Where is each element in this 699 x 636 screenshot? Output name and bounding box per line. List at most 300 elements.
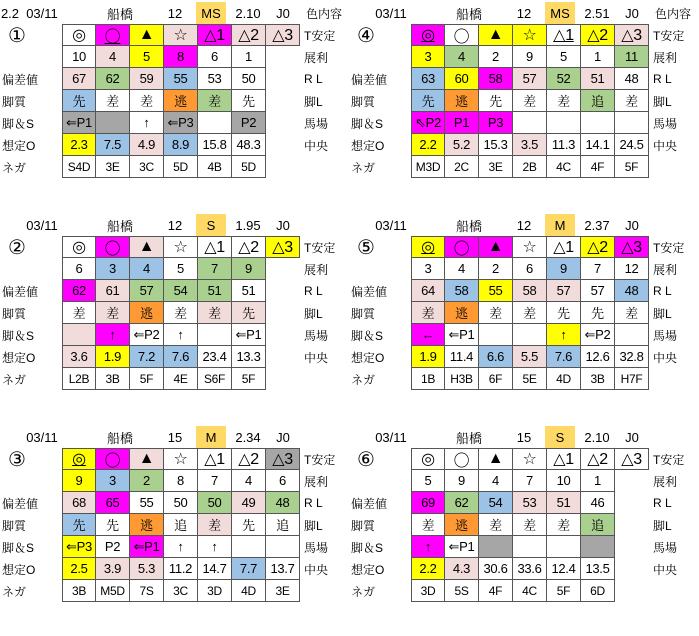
panel-header <box>349 2 689 24</box>
odds_est-cell: 3.9 <box>96 558 130 580</box>
odds_est-cell: 4.3 <box>445 558 479 580</box>
row-label-left: ネガ <box>351 372 376 387</box>
pos-cell: ↑ <box>198 536 232 558</box>
row-label-right: 展利 <box>653 50 678 65</box>
dev-cell: 51 <box>232 280 266 302</box>
style-cell: 差 <box>198 90 232 112</box>
header-extra-label: 色内容 <box>654 6 691 21</box>
dev-cell: 69 <box>411 492 445 514</box>
nega-cell: 5F <box>232 368 266 390</box>
jockey-code: J0 <box>625 217 639 233</box>
style-cell: 差 <box>96 90 130 112</box>
dev-cell: 63 <box>411 68 445 90</box>
odds-value: 2.34 <box>235 429 261 445</box>
mark-cell: △3 <box>615 448 649 470</box>
dev-cell: 57 <box>130 280 164 302</box>
dev-cell: 58 <box>445 280 479 302</box>
tenri-cell: 6 <box>62 258 96 280</box>
style-cell: 先 <box>232 302 266 324</box>
dev-cell: 48 <box>266 492 300 514</box>
tenri-cell: 5 <box>130 46 164 68</box>
tenri-cell: 3 <box>411 46 445 68</box>
panel-number: ⑥ <box>357 448 375 471</box>
marks-row <box>349 448 689 470</box>
odds-value: 2.10 <box>235 5 261 21</box>
mark-cell: 〇 <box>445 236 479 258</box>
row-label-right: 脚L <box>653 306 672 321</box>
race-panel <box>349 2 689 210</box>
mark-cell: 〇 <box>96 448 130 470</box>
nega-cell: 5E <box>513 368 547 390</box>
panel-header <box>0 426 340 448</box>
tenri-cell: 6 <box>198 46 232 68</box>
row-label-right: T安定 <box>653 240 685 255</box>
mark-cell: ▲ <box>479 24 513 46</box>
row-label-right: 中央 <box>304 350 329 365</box>
dev-cell: 49 <box>232 492 266 514</box>
panel-header <box>349 214 689 236</box>
odds_est-cell: 33.6 <box>513 558 547 580</box>
odds_est-cell: 13.3 <box>232 346 266 368</box>
row-label-left <box>349 46 411 68</box>
mark-cell: ▲ <box>130 236 164 258</box>
odds_est-cell: 7.6 <box>547 346 581 368</box>
venue-name: 船橋 <box>455 430 482 446</box>
row-label-right <box>651 368 699 390</box>
pos-cell <box>479 536 513 558</box>
race-number: 15 <box>516 429 532 445</box>
row-nega <box>0 156 340 178</box>
mark-cell: 〇 <box>445 24 479 46</box>
tenri-cell: 10 <box>62 46 96 68</box>
track-condition: MS <box>196 2 226 24</box>
mark-cell: ☆ <box>513 448 547 470</box>
nega-cell: 6D <box>581 580 615 602</box>
pos-cell: ↑ <box>130 112 164 134</box>
row-label-left: 偏差値 <box>2 284 39 299</box>
nega-cell: 3E <box>479 156 513 178</box>
row-pos <box>349 536 689 558</box>
pos-cell <box>198 324 232 346</box>
pos-cell: ⇐P3 <box>164 112 198 134</box>
style-cell: 差 <box>411 514 445 536</box>
mark-cell: △1 <box>547 448 581 470</box>
row-style <box>0 302 340 324</box>
dev-cell: 55 <box>479 280 513 302</box>
row-dev <box>349 68 689 90</box>
odds-value: 2.51 <box>584 5 610 21</box>
odds_est-cell: 1.9 <box>96 346 130 368</box>
mark-cell: ◎ <box>62 448 96 470</box>
tenri-cell: 6 <box>266 470 300 492</box>
odds_est-cell: 11.2 <box>164 558 198 580</box>
row-dev <box>0 492 340 514</box>
row-label-left: 脚質 <box>2 94 27 109</box>
style-cell: 先 <box>232 514 266 536</box>
style-cell: 差 <box>198 514 232 536</box>
mark-cell: △2 <box>581 236 615 258</box>
mark-cell: △1 <box>198 448 232 470</box>
tenri-cell: 9 <box>547 258 581 280</box>
race-number: 12 <box>167 5 183 21</box>
row-pos <box>0 324 340 346</box>
row-label-right: R L <box>304 284 323 298</box>
row-pos <box>349 112 689 134</box>
row-label-left: ネガ <box>2 160 27 175</box>
nega-cell: 4C <box>547 156 581 178</box>
row-odds_est <box>0 134 340 156</box>
dev-cell: 55 <box>130 492 164 514</box>
style-cell: 先 <box>62 514 96 536</box>
row-label-right: R L <box>653 284 672 298</box>
nega-cell: 4F <box>479 580 513 602</box>
pos-cell: ⇐P1 <box>445 324 479 346</box>
style-cell: 追 <box>581 90 615 112</box>
row-label-right: 馬場 <box>304 116 329 131</box>
nega-cell: 4B <box>198 156 232 178</box>
dev-cell: 50 <box>164 492 198 514</box>
dev-cell: 53 <box>513 492 547 514</box>
row-label-left: ネガ <box>351 584 376 599</box>
style-cell: 逃 <box>130 514 164 536</box>
style-cell: 差 <box>198 302 232 324</box>
pos-cell: ⇐P2 <box>130 324 164 346</box>
style-cell: 差 <box>615 302 649 324</box>
row-tenri <box>349 258 689 280</box>
tenri-cell: 6 <box>513 258 547 280</box>
mark-cell: △1 <box>547 24 581 46</box>
tenri-cell: 4 <box>479 470 513 492</box>
nega-cell: 5S <box>445 580 479 602</box>
pos-cell <box>547 536 581 558</box>
dev-cell: 65 <box>96 492 130 514</box>
nega-cell: 2C <box>445 156 479 178</box>
odds_est-cell: 2.2 <box>411 558 445 580</box>
row-label-right: 展利 <box>304 262 329 277</box>
tenri-cell: 1 <box>581 470 615 492</box>
mark-cell: △2 <box>232 236 266 258</box>
row-label-right: 脚L <box>653 94 672 109</box>
pos-cell: ↑ <box>164 536 198 558</box>
tenri-cell: 7 <box>581 258 615 280</box>
pos-cell <box>513 324 547 346</box>
row-label-left: 脚質 <box>351 306 376 321</box>
row-style <box>349 302 689 324</box>
dev-cell: 54 <box>479 492 513 514</box>
odds_est-cell: 1.9 <box>411 346 445 368</box>
row-label-left: 想定O <box>2 562 36 577</box>
nega-cell: 4E <box>164 368 198 390</box>
nega-cell: S6F <box>198 368 232 390</box>
pos-cell: ⇖P2 <box>411 112 445 134</box>
row-label-left: 偏差値 <box>351 496 388 511</box>
mark-cell: △2 <box>232 24 266 46</box>
pos-cell: ↑ <box>96 324 130 346</box>
dev-cell: 54 <box>164 280 198 302</box>
row-label-left: ネガ <box>2 584 27 599</box>
dev-cell: 62 <box>445 492 479 514</box>
row-label-left: 脚＆S <box>351 540 384 555</box>
nega-cell: 7S <box>130 580 164 602</box>
jockey-code: J0 <box>625 429 639 445</box>
panel-number: ① <box>8 24 26 47</box>
nega-cell: H7F <box>615 368 649 390</box>
row-label-left: 想定O <box>351 350 385 365</box>
row-label-left: 脚質 <box>2 518 27 533</box>
pos-cell: ⇐P1 <box>62 112 96 134</box>
row-label-left <box>349 470 411 492</box>
row-label-left: ネガ <box>351 160 376 175</box>
dev-cell: 57 <box>581 280 615 302</box>
odds_est-cell: 23.4 <box>198 346 232 368</box>
row-label-left: 脚＆S <box>351 116 384 131</box>
row-nega <box>349 580 689 602</box>
odds_est-cell: 32.8 <box>615 346 649 368</box>
race-date: 03/11 <box>375 429 407 445</box>
pos-cell <box>615 112 649 134</box>
tenri-cell: 4 <box>445 258 479 280</box>
style-cell: 差 <box>164 302 198 324</box>
panel-number: ② <box>8 236 26 259</box>
style-cell: 差 <box>513 514 547 536</box>
odds-value: 1.95 <box>235 217 261 233</box>
nega-cell: 4F <box>581 156 615 178</box>
jockey-code: J0 <box>625 5 639 21</box>
row-pos <box>0 536 340 558</box>
venue-name: 船橋 <box>106 6 133 22</box>
pos-cell: P1 <box>445 112 479 134</box>
row-label-left: 想定O <box>2 350 36 365</box>
mark-cell: 〇 <box>96 24 130 46</box>
mark-cell: ◎ <box>411 448 445 470</box>
row-tenri <box>349 46 689 68</box>
style-cell: 差 <box>411 302 445 324</box>
pos-cell: ⇐P2 <box>581 324 615 346</box>
jockey-code: J0 <box>276 429 290 445</box>
tenri-cell: 9 <box>232 258 266 280</box>
row-label-right: 脚L <box>304 518 323 533</box>
odds_est-cell: 7.5 <box>96 134 130 156</box>
dev-cell: 62 <box>62 280 96 302</box>
odds_est-cell: 2.5 <box>62 558 96 580</box>
track-condition: S <box>196 214 226 236</box>
mark-cell: ▲ <box>479 236 513 258</box>
race-panel <box>349 426 689 634</box>
pos-cell <box>581 112 615 134</box>
odds_est-cell: 48.3 <box>232 134 266 156</box>
row-label-right: 脚L <box>653 518 672 533</box>
tenri-cell: 3 <box>411 258 445 280</box>
row-label-left: 脚＆S <box>2 540 35 555</box>
marks-row <box>349 24 689 46</box>
pos-cell: P2 <box>232 112 266 134</box>
nega-cell: 3B <box>96 368 130 390</box>
race-panel <box>0 426 340 634</box>
pos-cell: ⇐P1 <box>232 324 266 346</box>
nega-cell: 4D <box>547 368 581 390</box>
row-style <box>349 514 689 536</box>
race-panel <box>0 214 340 422</box>
odds_est-cell: 5.2 <box>445 134 479 156</box>
jockey-code: J0 <box>276 217 290 233</box>
tenri-cell: 5 <box>547 46 581 68</box>
row-label-right: 馬場 <box>304 540 329 555</box>
row-label-left: 偏差値 <box>351 72 388 87</box>
mark-cell: ◎ <box>62 236 96 258</box>
row-label-right: R L <box>653 72 672 86</box>
nega-cell: 5D <box>232 156 266 178</box>
race-panel <box>349 214 689 422</box>
style-cell: 差 <box>96 302 130 324</box>
style-cell: 逃 <box>445 514 479 536</box>
style-cell: 追 <box>164 514 198 536</box>
row-label-right <box>651 156 699 178</box>
tenri-cell: 3 <box>96 470 130 492</box>
race-date: 03/11 <box>375 217 407 233</box>
row-label-right <box>302 580 350 602</box>
odds_est-cell: 12.4 <box>547 558 581 580</box>
row-label-right: 中央 <box>653 138 678 153</box>
panel-header <box>0 214 340 236</box>
tenri-cell: 9 <box>513 46 547 68</box>
row-label-left <box>349 258 411 280</box>
tenri-cell: 9 <box>62 470 96 492</box>
tenri-cell: 4 <box>232 470 266 492</box>
dev-cell: 51 <box>547 492 581 514</box>
mark-cell: ▲ <box>130 448 164 470</box>
header-extra-label: 色内容 <box>305 6 342 21</box>
row-pos <box>349 324 689 346</box>
row-label-left: 偏差値 <box>2 72 39 87</box>
pos-cell: ↑ <box>411 536 445 558</box>
race-panel <box>0 2 340 210</box>
row-dev <box>0 68 340 90</box>
style-cell: 先 <box>96 514 130 536</box>
track-condition: S <box>545 426 575 448</box>
tenri-cell: 1 <box>232 46 266 68</box>
row-label-left: 想定O <box>351 562 385 577</box>
panel-number: ④ <box>357 24 375 47</box>
odds_est-cell: 15.3 <box>479 134 513 156</box>
row-label-right: 中央 <box>653 562 678 577</box>
mark-cell: ◎ <box>62 24 96 46</box>
race-date: 03/11 <box>26 217 58 233</box>
pos-cell <box>232 536 266 558</box>
nega-cell: 3C <box>130 156 164 178</box>
row-label-right: 展利 <box>653 262 678 277</box>
nega-cell: 3B <box>581 368 615 390</box>
odds_est-cell: 13.7 <box>266 558 300 580</box>
dev-cell: 61 <box>96 280 130 302</box>
row-style <box>0 90 340 112</box>
tenri-cell: 5 <box>164 258 198 280</box>
row-label-right: 馬場 <box>653 116 678 131</box>
row-label-right: T安定 <box>653 452 685 467</box>
nega-cell: H3B <box>445 368 479 390</box>
mark-cell: ☆ <box>513 236 547 258</box>
odds_est-cell: 30.6 <box>479 558 513 580</box>
odds_est-cell: 24.5 <box>615 134 649 156</box>
row-label-right <box>651 580 699 602</box>
row-dev <box>0 280 340 302</box>
row-odds_est <box>349 346 689 368</box>
venue-name: 船橋 <box>455 218 482 234</box>
style-cell: 追 <box>581 514 615 536</box>
style-cell: 追 <box>266 514 300 536</box>
odds_est-cell: 11.3 <box>547 134 581 156</box>
tenri-cell: 10 <box>547 470 581 492</box>
mark-cell: △2 <box>581 448 615 470</box>
dev-cell: 50 <box>198 492 232 514</box>
dev-cell: 55 <box>164 68 198 90</box>
tenri-cell: 12 <box>615 258 649 280</box>
odds_est-cell: 7.2 <box>130 346 164 368</box>
row-label-left <box>0 470 62 492</box>
nega-cell: 4D <box>232 580 266 602</box>
pos-cell: ↑ <box>547 324 581 346</box>
row-label-right: T安定 <box>653 28 685 43</box>
mark-cell: △1 <box>198 24 232 46</box>
nega-cell: 6F <box>479 368 513 390</box>
dev-cell: 60 <box>445 68 479 90</box>
row-label-left: 脚＆S <box>2 116 35 131</box>
odds-value: 2.37 <box>584 217 610 233</box>
panel-header <box>349 426 689 448</box>
row-label-right <box>302 368 350 390</box>
row-tenri <box>349 470 689 492</box>
odds_est-cell: 13.5 <box>581 558 615 580</box>
row-label-left <box>0 258 62 280</box>
row-odds_est <box>0 346 340 368</box>
tenri-cell: 4 <box>130 258 164 280</box>
style-cell: 差 <box>513 90 547 112</box>
tenri-cell: 1 <box>581 46 615 68</box>
pos-cell <box>513 536 547 558</box>
tenri-cell: 8 <box>164 470 198 492</box>
row-pos <box>0 112 340 134</box>
row-label-right: 馬場 <box>653 540 678 555</box>
dev-cell: 51 <box>581 68 615 90</box>
tenri-cell: 3 <box>96 258 130 280</box>
pos-cell: ↑ <box>164 324 198 346</box>
nega-cell: 4C <box>513 580 547 602</box>
dev-cell: 58 <box>479 68 513 90</box>
row-odds_est <box>349 558 689 580</box>
row-label-left: 想定O <box>351 138 385 153</box>
pos-cell: P3 <box>479 112 513 134</box>
pos-cell <box>615 324 649 346</box>
row-tenri <box>0 258 340 280</box>
dev-cell: 50 <box>232 68 266 90</box>
style-cell: 先 <box>547 302 581 324</box>
style-cell: 差 <box>547 514 581 536</box>
race-date: 03/11 <box>26 429 58 445</box>
nega-cell: 1B <box>411 368 445 390</box>
track-condition: MS <box>545 2 575 24</box>
row-label-right: 脚L <box>304 94 323 109</box>
style-cell: 逃 <box>445 302 479 324</box>
row-label-right: T安定 <box>304 240 336 255</box>
nega-cell: 3C <box>164 580 198 602</box>
tenri-cell: 4 <box>96 46 130 68</box>
row-label-right: R L <box>653 496 672 510</box>
row-label-left: 偏差値 <box>351 284 388 299</box>
race-date: 03/11 <box>26 5 58 21</box>
mark-cell: △1 <box>547 236 581 258</box>
row-tenri <box>0 470 340 492</box>
top-label: 2.2 <box>0 5 20 21</box>
style-cell: 先 <box>411 90 445 112</box>
